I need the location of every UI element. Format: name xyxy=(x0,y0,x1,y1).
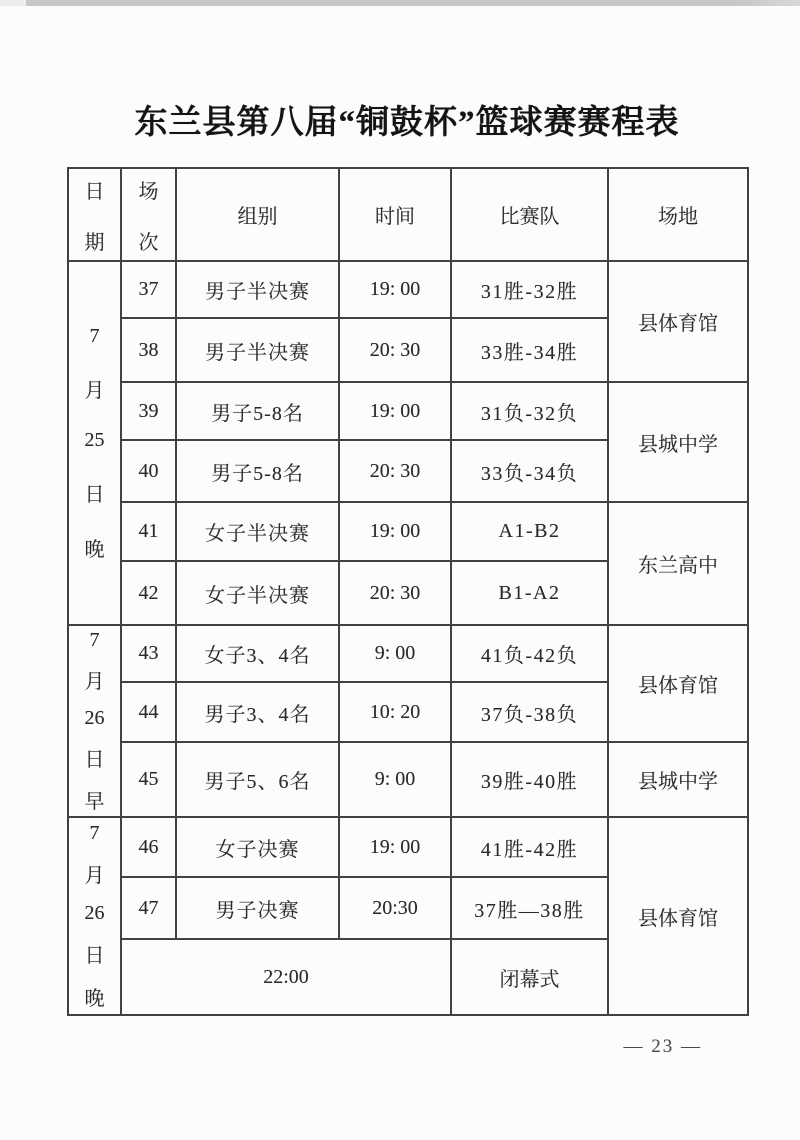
table-row xyxy=(68,625,748,682)
teams-cell: 39胜-40胜 xyxy=(451,742,608,817)
match-no-cell: 46 xyxy=(121,817,176,877)
teams-cell: 37胜—38胜 xyxy=(451,877,608,939)
venue-cell: 县体育馆 xyxy=(608,625,748,742)
group-cell: 男子5、6名 xyxy=(176,742,339,817)
scan-top-edge xyxy=(0,0,800,6)
group-cell: 男子半决赛 xyxy=(176,261,339,318)
header-match-no-line: 次 xyxy=(138,231,159,254)
venue-cell: 县城中学 xyxy=(608,742,748,817)
page-number: — 23 — xyxy=(623,1036,702,1057)
venue-cell: 县体育馆 xyxy=(608,261,748,382)
table-row xyxy=(68,382,748,440)
date-line: 26 xyxy=(84,706,105,729)
table-row xyxy=(68,261,748,318)
teams-cell: 41胜-42胜 xyxy=(451,817,608,877)
date-line: 日 xyxy=(84,944,105,967)
date-line: 26 xyxy=(84,901,105,924)
date-line: 早 xyxy=(84,790,105,813)
time-cell: 19: 00 xyxy=(339,502,451,561)
time-cell: 20: 30 xyxy=(339,561,451,625)
match-no-cell: 44 xyxy=(121,682,176,742)
page-title: 东兰县第八届“铜鼓杯”篮球赛赛程表 xyxy=(134,105,680,141)
match-no-cell: 37 xyxy=(121,261,176,318)
closing-time-cell: 22:00 xyxy=(121,939,451,1015)
header-date-line: 期 xyxy=(84,231,105,254)
group-cell: 男子5-8名 xyxy=(176,382,339,440)
date-line: 25 xyxy=(84,428,105,451)
group-cell: 男子5-8名 xyxy=(176,440,339,502)
venue-cell: 东兰高中 xyxy=(608,502,748,625)
date-line: 月 xyxy=(84,864,105,887)
header-teams: 比赛队 xyxy=(451,168,608,261)
header-venue: 场地 xyxy=(608,168,748,261)
match-no-cell: 47 xyxy=(121,877,176,939)
time-cell: 10: 20 xyxy=(339,682,451,742)
header-match-no xyxy=(121,168,176,261)
teams-cell: 33胜-34胜 xyxy=(451,318,608,382)
date-line: 7 xyxy=(89,324,100,347)
table-row xyxy=(68,502,748,561)
match-no-cell: 41 xyxy=(121,502,176,561)
header-date xyxy=(68,168,121,261)
teams-cell: 37负-38负 xyxy=(451,682,608,742)
match-no-cell: 43 xyxy=(121,625,176,682)
match-no-cell: 42 xyxy=(121,561,176,625)
date-cell-jul25-evening xyxy=(68,261,121,625)
schedule-table xyxy=(67,167,749,1016)
teams-cell: 41负-42负 xyxy=(451,625,608,682)
group-cell: 男子决赛 xyxy=(176,877,339,939)
date-cell-jul26-morning xyxy=(68,625,121,817)
date-line: 7 xyxy=(89,628,100,651)
header-date-line: 日 xyxy=(84,180,105,203)
group-cell: 男子半决赛 xyxy=(176,318,339,382)
match-no-cell: 39 xyxy=(121,382,176,440)
table-row xyxy=(68,742,748,817)
teams-cell: 31胜-32胜 xyxy=(451,261,608,318)
group-cell: 女子半决赛 xyxy=(176,502,339,561)
date-line: 日 xyxy=(84,748,105,771)
match-no-cell: 45 xyxy=(121,742,176,817)
match-no-cell: 40 xyxy=(121,440,176,502)
date-cell-jul26-evening xyxy=(68,817,121,1015)
date-line: 晚 xyxy=(84,538,105,561)
date-line: 日 xyxy=(84,483,105,506)
date-line: 月 xyxy=(84,670,105,693)
date-line: 晚 xyxy=(84,987,105,1010)
teams-cell: B1-A2 xyxy=(451,561,608,625)
header-match-no-line: 场 xyxy=(138,180,159,203)
time-cell: 19: 00 xyxy=(339,382,451,440)
time-cell: 20: 30 xyxy=(339,318,451,382)
teams-cell: 31负-32负 xyxy=(451,382,608,440)
group-cell: 女子3、4名 xyxy=(176,625,339,682)
group-cell: 男子3、4名 xyxy=(176,682,339,742)
table-row xyxy=(68,817,748,877)
date-line: 7 xyxy=(89,821,100,844)
header-group: 组别 xyxy=(176,168,339,261)
group-cell: 女子决赛 xyxy=(176,817,339,877)
header-time: 时间 xyxy=(339,168,451,261)
teams-cell: A1-B2 xyxy=(451,502,608,561)
venue-cell: 县城中学 xyxy=(608,382,748,502)
teams-cell: 33负-34负 xyxy=(451,440,608,502)
time-cell: 9: 00 xyxy=(339,625,451,682)
time-cell: 9: 00 xyxy=(339,742,451,817)
group-cell: 女子半决赛 xyxy=(176,561,339,625)
time-cell: 20:30 xyxy=(339,877,451,939)
time-cell: 19: 00 xyxy=(339,817,451,877)
header-row xyxy=(68,168,748,261)
match-no-cell: 38 xyxy=(121,318,176,382)
time-cell: 19: 00 xyxy=(339,261,451,318)
time-cell: 20: 30 xyxy=(339,440,451,502)
date-line: 月 xyxy=(84,379,105,402)
venue-cell: 县体育馆 xyxy=(608,817,748,1015)
closing-event-cell: 闭幕式 xyxy=(451,939,608,1015)
